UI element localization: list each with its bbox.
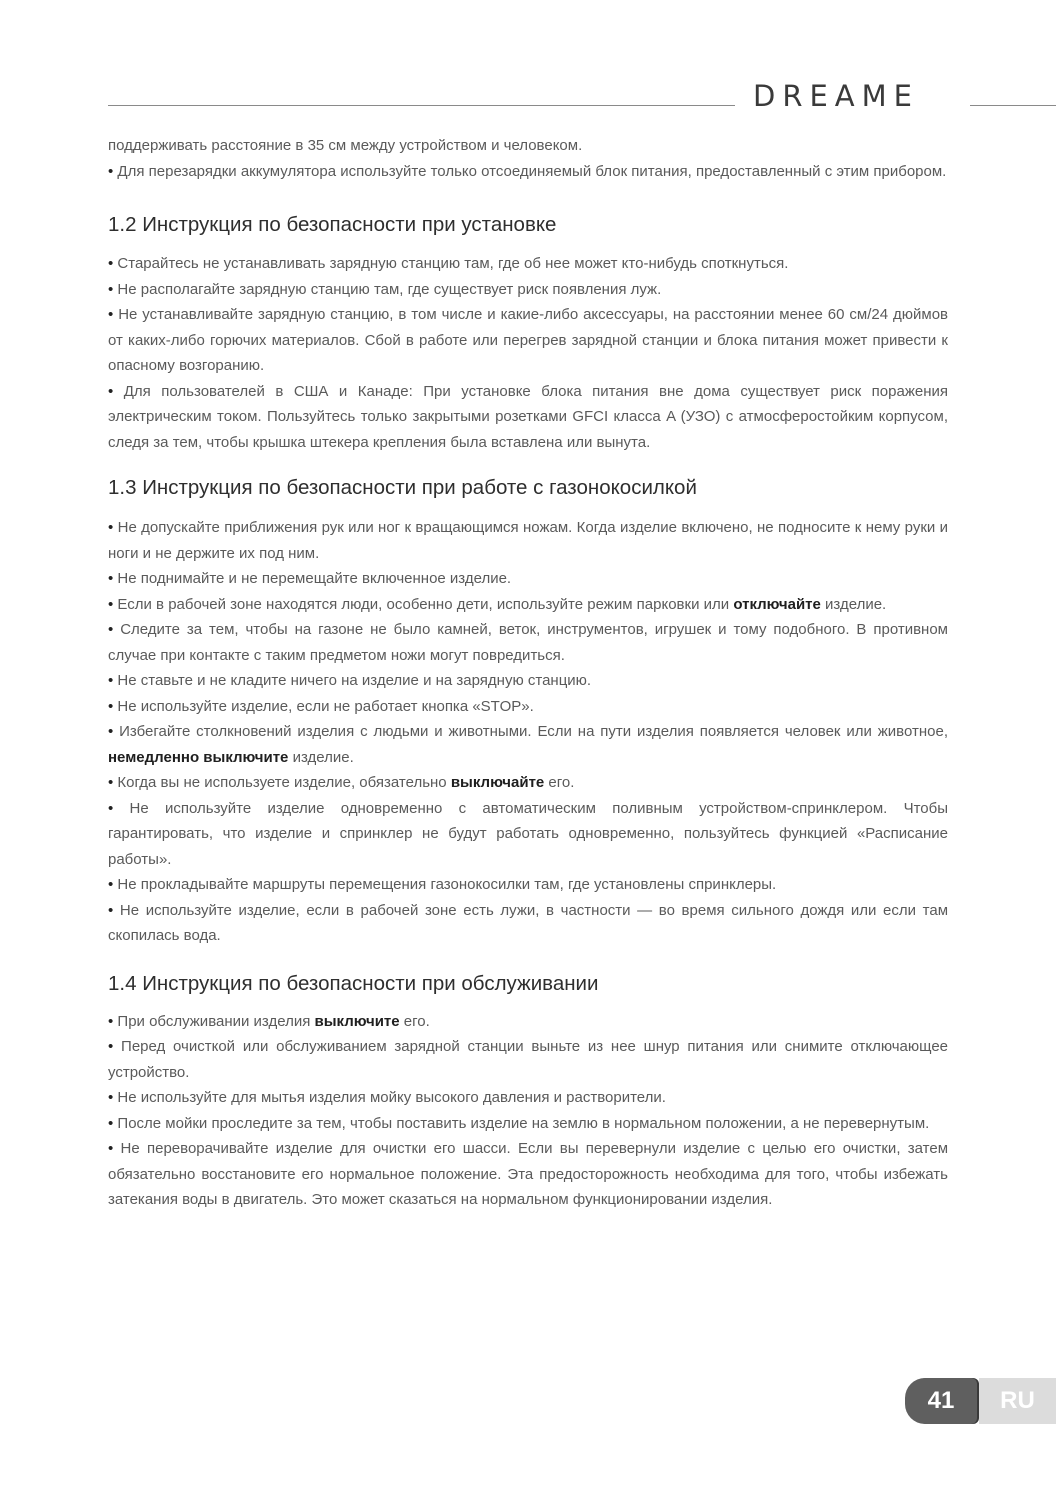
- list-item: • Не переворачивайте изделие для очистки его шасси. Если вы перевернули изделие с целью его очистки, затем обязательно восстановите его нормальное положение. Эта предосторожность необходима для того, чтобы избежать затекания воды в двигатель. Это может сказаться на нормальном функционировании изделия.: [108, 1140, 949, 1208]
- section-1-2-list: [108, 251, 948, 455]
- intro-bullet: • Для перезарядки аккумулятора используйте только отсоединяемый блок питания, предоставленный с этим прибором.: [108, 162, 947, 180]
- list-item: • Не используйте для мытья изделия мойку высокого давления и растворители.: [108, 1089, 666, 1106]
- list-item: • Не используйте изделие одновременно с автоматическим поливным устройством-спринклером. Чтобы гарантировать, что изделие и спринклер не будут работать одновременно, пользуйтесь функцией «Расписание работы».: [108, 799, 948, 868]
- list-item: • При обслуживании изделия выключите его.: [108, 1012, 430, 1030]
- list-item: • Избегайте столкновений изделия с людьми и животными. Если на пути изделия появляется человек или животное, немедленно выключите изделие.: [108, 723, 948, 766]
- list-item: • Не располагайте зарядную станцию там, где существует риск появления луж.: [108, 280, 662, 298]
- header-rule-left: [108, 105, 735, 106]
- section-heading-1-3: 1.3 Инструкция по безопасности при работе с газонокосилкой: [108, 476, 697, 499]
- page-number: 41: [905, 1378, 977, 1424]
- list-item: • Следите за тем, чтобы на газоне не было камней, веток, инструментов, игрушек и тому подобного. В противном случае при контакте с таким предметом ножи могут повредиться.: [108, 621, 948, 664]
- list-item: • Перед очисткой или обслуживанием зарядной станции выньте из нее шнур питания или снимите отключающее устройство.: [108, 1038, 949, 1081]
- intro-paragraph: поддерживать расстояние в 35 см между устройством и человеком.: [108, 137, 583, 154]
- list-item: • После мойки проследите за тем, чтобы поставить изделие на землю в нормальном положении, а не перевернутым.: [108, 1114, 930, 1132]
- list-item: • Не прокладывайте маршруты перемещения газонокосилки там, где установлены спринклеры.: [108, 876, 777, 893]
- emphasis-text: немедленно выключите: [108, 748, 289, 766]
- section-heading-1-2: 1.2 Инструкция по безопасности при установке: [108, 213, 557, 236]
- list-item: • Не поднимайте и не перемещайте включенное изделие.: [108, 570, 512, 587]
- list-item: • Если в рабочей зоне находятся люди, особенно дети, используйте режим парковки или отключайте изделие.: [108, 595, 887, 613]
- header-rule-right: [970, 105, 1056, 106]
- emphasis-text: выключите: [314, 1012, 400, 1030]
- emphasis-text: выключайте: [450, 774, 545, 791]
- page-tab: [905, 1378, 1056, 1424]
- list-item: • Не используйте изделие, если не работает кнопка «STOP».: [108, 697, 534, 715]
- list-item: • Для пользователей в США и Канаде: При установке блока питания вне дома существует риск поражения электрическим током. Пользуйтесь только закрытыми розетками GFCI класса A (УЗО) с атмосферостойким корпусом, следя за тем, чтобы крышка штекера крепления была вставлена или вынута.: [108, 382, 948, 451]
- list-item: • Старайтесь не устанавливать зарядную станцию там, где об нее может кто-нибудь споткнуться.: [108, 255, 789, 272]
- list-item: • Когда вы не используете изделие, обязательно выключайте его.: [108, 774, 575, 791]
- dreame-logo: DREAME: [753, 79, 919, 113]
- section-1-4-list: [108, 1009, 948, 1213]
- page-content: [108, 133, 948, 1213]
- section-1-3-list: [108, 515, 948, 949]
- list-item: • Не допускайте приближения рук или ног к вращающимся ножам. Когда изделие включено, не подносите к нему руки и ноги и не держите их под ним.: [108, 519, 949, 562]
- list-item: • Не устанавливайте зарядную станцию, в том числе и какие-либо аксессуары, на расстоянии менее 60 см/24 дюймов от каких-либо горючих материалов. Сбой в работе или перегрев зарядной станции и блока питания может привести к опасному возгоранию.: [108, 306, 948, 374]
- list-item: • Не ставьте и не кладите ничего на изделие и на зарядную станцию.: [108, 672, 592, 689]
- section-heading-1-4: 1.4 Инструкция по безопасности при обслуживании: [108, 971, 599, 995]
- language-label: RU: [979, 1378, 1056, 1424]
- emphasis-text: отключайте: [733, 595, 821, 613]
- list-item: • Не используйте изделие, если в рабочей зоне есть лужи, в частности — во время сильного дождя или если там скопилась вода.: [108, 901, 949, 944]
